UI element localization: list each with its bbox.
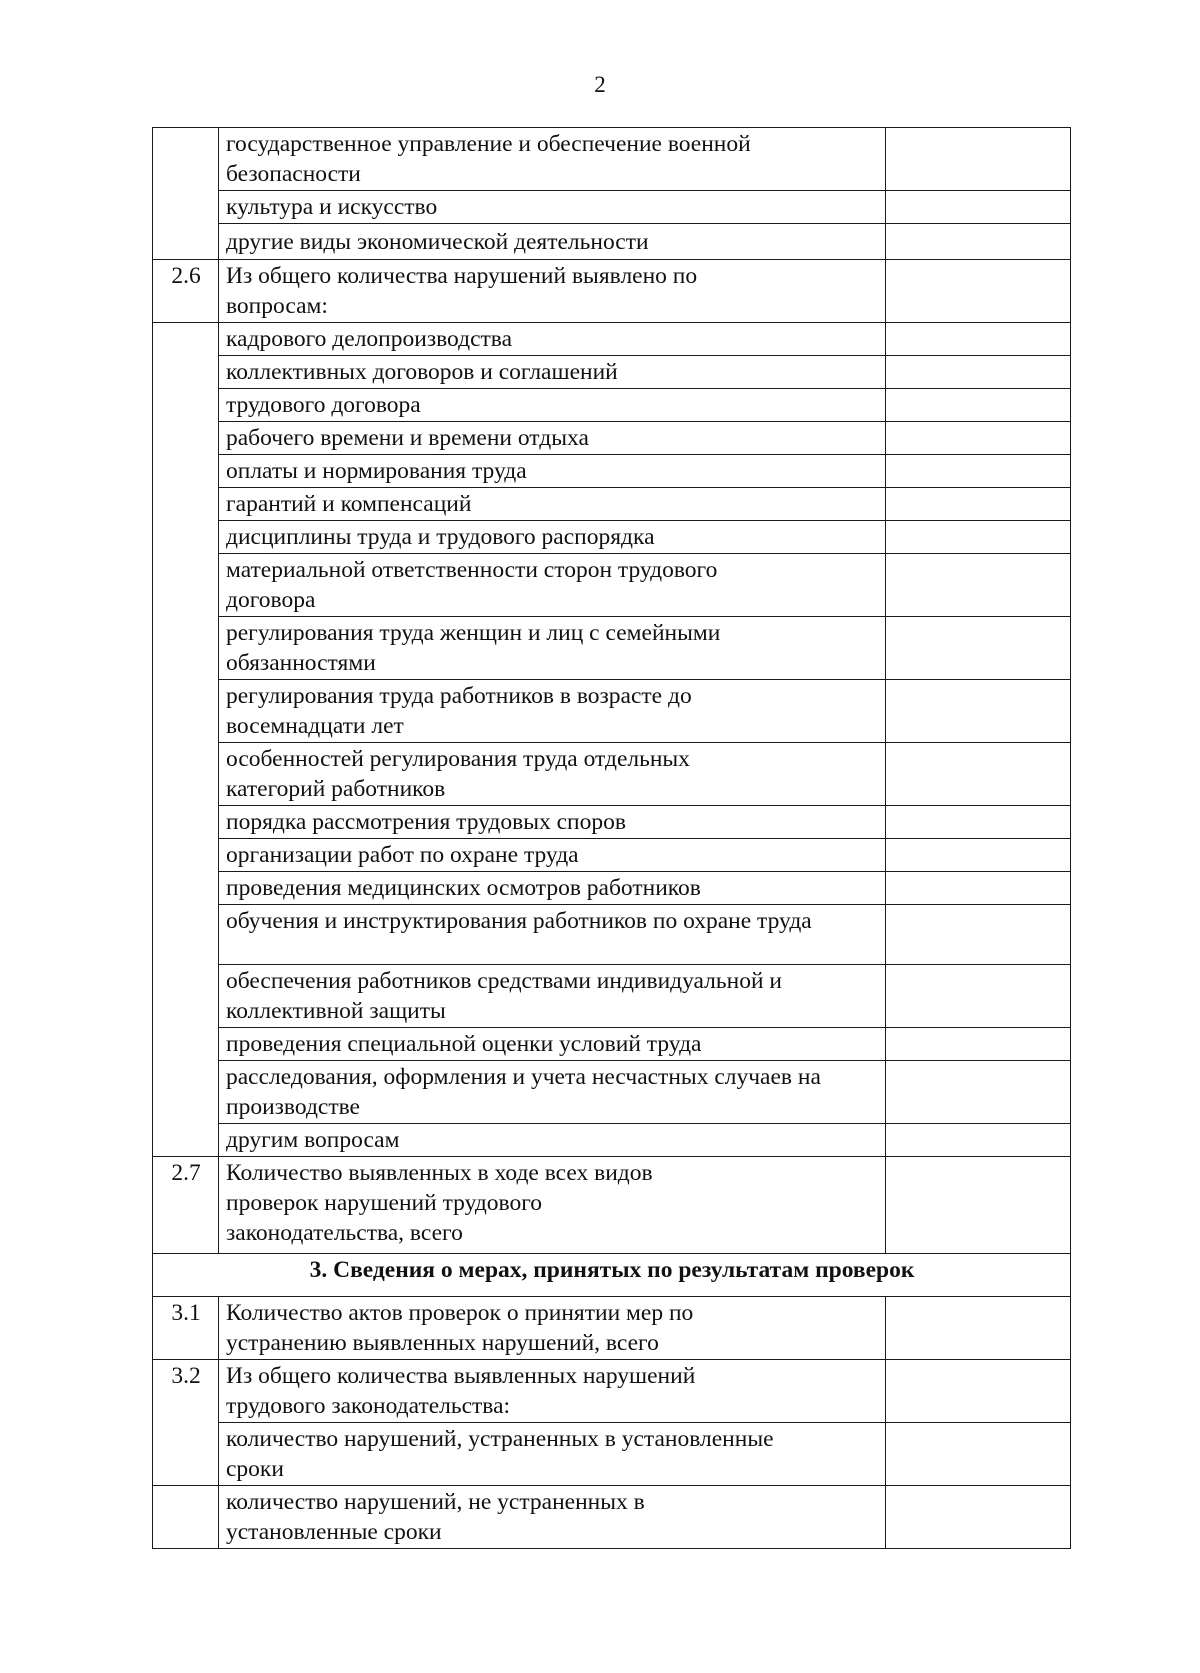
row-number: 2.7 (153, 1157, 219, 1254)
table-row (153, 521, 1071, 554)
table-row (153, 1124, 1071, 1157)
table-row (153, 1028, 1071, 1061)
table-row (153, 260, 1071, 323)
row-number-cell (153, 905, 219, 965)
row-number-cell (153, 872, 219, 905)
table-row (153, 905, 1071, 965)
table-row (153, 224, 1071, 260)
row-label: особенностей регулирования труда отдельных категорий работников (219, 743, 886, 806)
row-label: Из общего количества выявленных нарушений трудового законодательства: (219, 1360, 886, 1423)
section-heading: 3. Сведения о мерах, принятых по результатам проверок (153, 1254, 1071, 1297)
row-number-cell (153, 1486, 219, 1549)
row-number-cell (153, 680, 219, 743)
section-heading-row (153, 1254, 1071, 1297)
value-cell[interactable] (886, 224, 1071, 260)
row-number-cell (153, 191, 219, 224)
table-row (153, 1486, 1071, 1549)
row-label: государственное управление и обеспечение военной безопасности (219, 128, 886, 191)
row-label: организации работ по охране труда (219, 839, 886, 872)
table-row (153, 1157, 1071, 1254)
value-cell[interactable] (886, 1124, 1071, 1157)
table-row (153, 191, 1071, 224)
value-cell[interactable] (886, 488, 1071, 521)
row-number-cell (153, 224, 219, 260)
row-label: другие виды экономической деятельности (219, 224, 886, 260)
value-cell[interactable] (886, 905, 1071, 965)
row-number-cell (153, 1061, 219, 1124)
row-label: другим вопросам (219, 1124, 886, 1157)
table-row (153, 1061, 1071, 1124)
row-number-cell (153, 422, 219, 455)
row-number-cell (153, 389, 219, 422)
table-row (153, 128, 1071, 191)
value-cell[interactable] (886, 389, 1071, 422)
table-row (153, 1360, 1071, 1423)
row-number-cell (153, 839, 219, 872)
value-cell[interactable] (886, 872, 1071, 905)
page-number: 2 (594, 72, 606, 97)
row-number-cell (153, 554, 219, 617)
row-number-cell (153, 488, 219, 521)
row-label: материальной ответственности сторон трудового договора (219, 554, 886, 617)
row-number-cell (153, 1028, 219, 1061)
row-number-cell (153, 617, 219, 680)
table-row (153, 356, 1071, 389)
value-cell[interactable] (886, 680, 1071, 743)
row-label: коллективных договоров и соглашений (219, 356, 886, 389)
table-body (153, 128, 1071, 1549)
value-cell[interactable] (886, 1423, 1071, 1486)
table-row (153, 554, 1071, 617)
row-label: регулирования труда работников в возрасте до восемнадцати лет (219, 680, 886, 743)
value-cell[interactable] (886, 521, 1071, 554)
value-cell[interactable] (886, 806, 1071, 839)
row-number: 3.2 (153, 1360, 219, 1423)
row-number-cell (153, 806, 219, 839)
row-number-cell (153, 323, 219, 356)
row-number-cell (153, 1423, 219, 1486)
row-number-cell (153, 743, 219, 806)
table-row (153, 806, 1071, 839)
value-cell[interactable] (886, 617, 1071, 680)
table-row (153, 965, 1071, 1028)
row-label: проведения специальной оценки условий труда (219, 1028, 886, 1061)
row-number-cell (153, 965, 219, 1028)
row-label: Количество актов проверок о принятии мер по устранению выявленных нарушений, всего (219, 1297, 886, 1360)
value-cell[interactable] (886, 455, 1071, 488)
value-cell[interactable] (886, 743, 1071, 806)
row-label: количество нарушений, не устраненных в установленные сроки (219, 1486, 886, 1549)
value-cell[interactable] (886, 839, 1071, 872)
row-label: регулирования труда женщин и лиц с семейными обязанностями (219, 617, 886, 680)
row-number-cell (153, 521, 219, 554)
row-label: рабочего времени и времени отдыха (219, 422, 886, 455)
value-cell[interactable] (886, 191, 1071, 224)
value-cell[interactable] (886, 323, 1071, 356)
table-row (153, 743, 1071, 806)
value-cell[interactable] (886, 1297, 1071, 1360)
table-row (153, 617, 1071, 680)
row-number-cell (153, 356, 219, 389)
row-label: расследования, оформления и учета несчастных случаев на производстве (219, 1061, 886, 1124)
row-label: трудового договора (219, 389, 886, 422)
row-label: порядка рассмотрения трудовых споров (219, 806, 886, 839)
row-label: обучения и инструктирования работников по охране труда (219, 905, 886, 965)
row-number-cell (153, 455, 219, 488)
row-number: 2.6 (153, 260, 219, 323)
value-cell[interactable] (886, 356, 1071, 389)
table-row (153, 455, 1071, 488)
table-row (153, 680, 1071, 743)
table-row (153, 872, 1071, 905)
value-cell[interactable] (886, 554, 1071, 617)
row-label: гарантий и компенсаций (219, 488, 886, 521)
value-cell[interactable] (886, 965, 1071, 1028)
row-label: обеспечения работников средствами индивидуальной и коллективной защиты (219, 965, 886, 1028)
value-cell[interactable] (886, 260, 1071, 323)
row-label: дисциплины труда и трудового распорядка (219, 521, 886, 554)
row-number: 3.1 (153, 1297, 219, 1360)
table-row (153, 1297, 1071, 1360)
table-row (153, 839, 1071, 872)
table-row (153, 488, 1071, 521)
value-cell[interactable] (886, 1360, 1071, 1423)
row-label: количество нарушений, устраненных в установленные сроки (219, 1423, 886, 1486)
statistics-form-table (152, 127, 1071, 1549)
row-label: проведения медицинских осмотров работников (219, 872, 886, 905)
row-number-cell (153, 1124, 219, 1157)
table-row (153, 323, 1071, 356)
row-label: Из общего количества нарушений выявлено по вопросам: (219, 260, 886, 323)
row-label: оплаты и нормирования труда (219, 455, 886, 488)
row-label: кадрового делопроизводства (219, 323, 886, 356)
value-cell[interactable] (886, 1486, 1071, 1549)
row-number-cell (153, 128, 219, 191)
row-label: Количество выявленных в ходе всех видов проверок нарушений трудового законодательства, всего (219, 1157, 886, 1254)
table-row (153, 389, 1071, 422)
table-row (153, 1423, 1071, 1486)
value-cell[interactable] (886, 1061, 1071, 1124)
value-cell[interactable] (886, 422, 1071, 455)
value-cell[interactable] (886, 1157, 1071, 1254)
table-row (153, 422, 1071, 455)
row-label: культура и искусство (219, 191, 886, 224)
value-cell[interactable] (886, 128, 1071, 191)
value-cell[interactable] (886, 1028, 1071, 1061)
